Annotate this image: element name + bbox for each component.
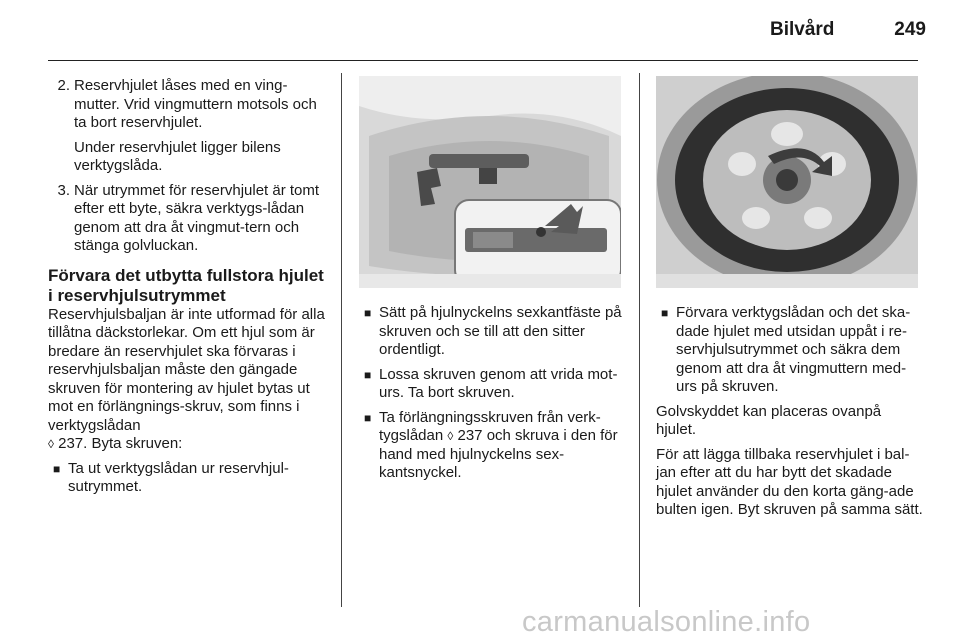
list-item: [656, 304, 924, 397]
step-text: När utrymmet för reservhjulet är tomt efter ett byte, säkra verktygs-lådan genom att dra åt vingmut-tern och stänga golvluckan.: [74, 181, 320, 254]
bullet-icon: ■: [364, 367, 372, 382]
bullet-icon: ■: [364, 410, 372, 425]
page-reference-icon[interactable]: ◊: [48, 437, 54, 451]
column-divider-right: [639, 73, 640, 607]
header-divider: [48, 60, 918, 61]
body-paragraph: [48, 306, 328, 454]
page-number: 249: [894, 19, 926, 40]
body-paragraph: Golvskyddet kan placeras ovanpå hjulet.: [656, 402, 882, 438]
list-item-text: Förvara verktygslådan och det ska-dade hjulet med utsidan uppåt i re-servhjulsutrymmet och säkra dem genom att dra åt vingmuttern med-urs på skruven.: [676, 304, 911, 395]
right-column: [656, 76, 924, 526]
middle-column: [359, 76, 625, 489]
list-item-text-rest: 237 och skruva i den för hand med hjulnyckelns sex-kantsnyckel.: [379, 427, 618, 481]
body-paragraph: För att lägga tillbaka reservhjulet i bal-jan efter att du har bytt det skadade hjulet använder du den korta gäng-ade bulten igen. Byt skruven på samma sätt.: [656, 445, 923, 518]
list-item: [359, 409, 625, 483]
watermark: carmanualsonline.info: [522, 606, 811, 638]
list-item: [48, 460, 328, 497]
left-column: [48, 77, 328, 503]
list-item: [359, 304, 625, 360]
list-item-text: Ta ut verktygslådan ur reservhjul-sutrymmet.: [68, 459, 289, 495]
section-heading: Förvara det utbytta fullstora hjulet i reservhjulsutrymmet: [48, 265, 324, 305]
step-text: Reservhjulet låses med en ving-mutter. Vrid vingmuttern motsols och ta bort reservhjulet.: [74, 77, 317, 131]
step-3: [48, 182, 328, 256]
paragraph-text-rest: 237. Byta skruven:: [53, 435, 183, 452]
list-item-text: Ta förlängningsskruven från verk-tygslådan: [379, 408, 601, 444]
figure-spare-wheel-stowed: [656, 76, 918, 288]
step-2: [48, 77, 328, 176]
page-reference-icon[interactable]: ◊: [447, 429, 454, 443]
list-item-text: Lossa skruven genom att vrida mot-urs. Ta bort skruven.: [379, 365, 618, 401]
bullet-icon: ■: [364, 306, 372, 320]
paragraph-text: Reservhjulsbaljan är inte utformad för alla tillåtna däckstorlekar. Om ett hjul som är bredare än reservhjulet ska förvaras i reservhjulsbaljan måste den gängade skruven för montering av hjulet bytas ut mot en förlängnings-skruv, som finns i verktygslådan: [48, 305, 325, 434]
page-title: Bilvård: [770, 19, 835, 40]
bullet-icon: ■: [661, 306, 669, 320]
step-number: 3.: [57, 181, 70, 199]
step-subtext: Under reservhjulet ligger bilens verktygslåda.: [74, 138, 281, 174]
bullet-icon: ■: [53, 461, 61, 476]
column-divider-left: [341, 73, 342, 607]
list-item: [359, 366, 625, 403]
figure-hex-key-on-bolt: [359, 76, 621, 288]
step-number: 2.: [57, 77, 70, 94]
list-item-text: Sätt på hjulnyckelns sexkantfäste på skruven och se till att den sitter ordentligt.: [379, 304, 622, 358]
